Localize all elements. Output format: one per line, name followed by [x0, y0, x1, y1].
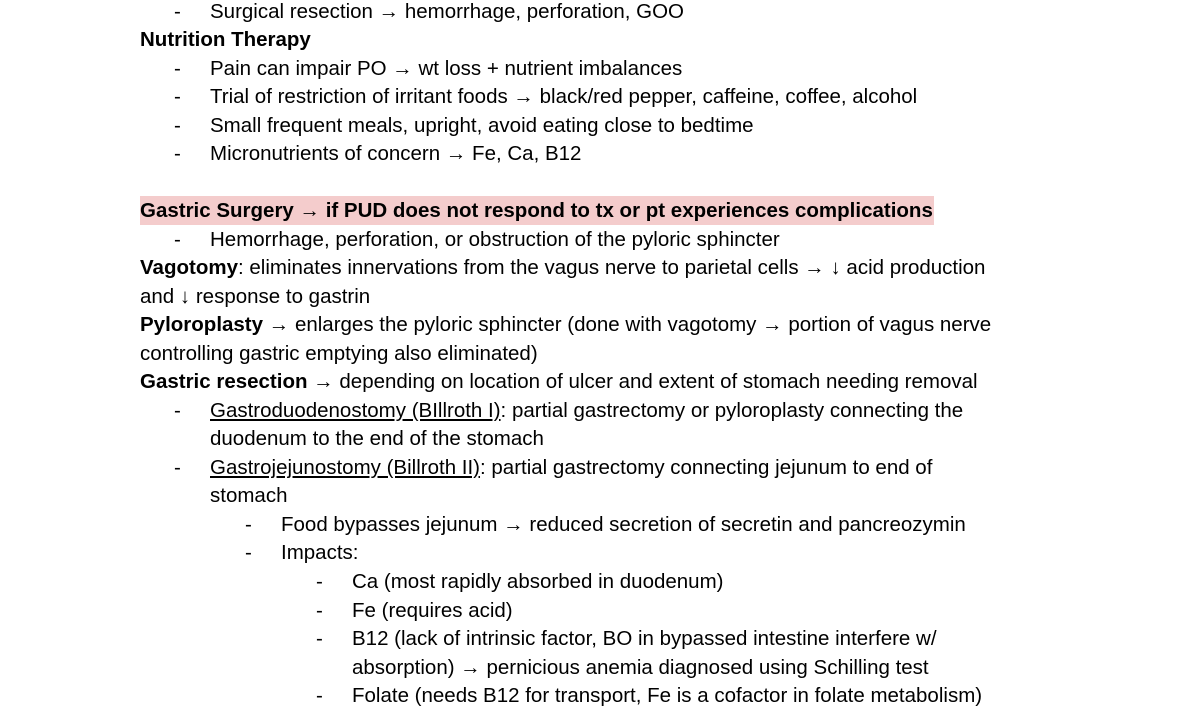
paragraph-text: → enlarges the pyloric sphincter (done with vagotomy → portion of vagus nerve [263, 313, 992, 336]
pyloroplasty-term: Pyloroplasty [140, 313, 264, 336]
bullet-dash: - [316, 570, 323, 593]
list-item-text: absorption) → pernicious anemia diagnosed using Schilling test [352, 656, 929, 679]
list-item-text: Trial of restriction of irritant foods → black/red pepper, caffeine, coffee, alcohol [210, 85, 918, 108]
bullet-dash: - [316, 627, 323, 650]
billroth-i-term: Gastroduodenostomy (BIllroth I) [210, 399, 501, 422]
bullet-dash: - [174, 228, 181, 251]
bullet-dash: - [316, 684, 323, 707]
bullet-dash: - [245, 513, 252, 536]
list-item-text: Fe (requires acid) [352, 599, 513, 622]
list-item-text: Folate (needs B12 for transport, Fe is a cofactor in folate metabolism) [352, 684, 983, 707]
list-item-text: Surgical resection → hemorrhage, perforation, GOO [210, 0, 684, 23]
list-item-text: Pain can impair PO → wt loss + nutrient imbalances [210, 57, 683, 80]
list-item-text: : partial gastrectomy connecting jejunum to end of [480, 456, 933, 479]
list-item-text: Micronutrients of concern → Fe, Ca, B12 [210, 142, 582, 165]
list-item-text: duodenum to the end of the stomach [210, 427, 544, 450]
gastric-surgery-heading: Gastric Surgery → if PUD does not respond to tx or pt experiences complications [140, 196, 934, 225]
bullet-dash: - [174, 142, 181, 165]
vagotomy-term: Vagotomy [140, 256, 238, 279]
list-item-text: Impacts: [281, 541, 359, 564]
bullet-dash: - [174, 85, 181, 108]
bullet-dash: - [316, 599, 323, 622]
gastric-resection-term: Gastric resection [140, 370, 308, 393]
nutrition-therapy-heading: Nutrition Therapy [140, 28, 311, 51]
bullet-dash: - [174, 114, 181, 137]
billroth-ii-term: Gastrojejunostomy (Billroth II) [210, 456, 481, 479]
paragraph-text: and ↓ response to gastrin [140, 285, 371, 308]
list-item-text: : partial gastrectomy or pyloroplasty connecting the [500, 399, 964, 422]
list-item-text: Food bypasses jejunum → reduced secretion of secretin and pancreozymin [281, 513, 966, 536]
list-item-text: Ca (most rapidly absorbed in duodenum) [352, 570, 724, 593]
list-item-text: B12 (lack of intrinsic factor, BO in bypassed intestine interfere w/ [352, 627, 937, 650]
bullet-dash: - [245, 541, 252, 564]
bullet-dash: - [174, 456, 181, 479]
paragraph-text: : eliminates innervations from the vagus nerve to parietal cells → ↓ acid production [237, 256, 986, 279]
bullet-dash: - [174, 57, 181, 80]
bullet-dash: - [174, 399, 181, 422]
list-item-text: Hemorrhage, perforation, or obstruction of the pyloric sphincter [210, 228, 780, 251]
bullet-dash: - [174, 0, 181, 23]
paragraph-text: controlling gastric emptying also eliminated) [140, 342, 538, 365]
list-item-text: Small frequent meals, upright, avoid eating close to bedtime [210, 114, 754, 137]
list-item-text: stomach [210, 484, 288, 507]
paragraph-text: → depending on location of ulcer and extent of stomach needing removal [307, 370, 978, 393]
